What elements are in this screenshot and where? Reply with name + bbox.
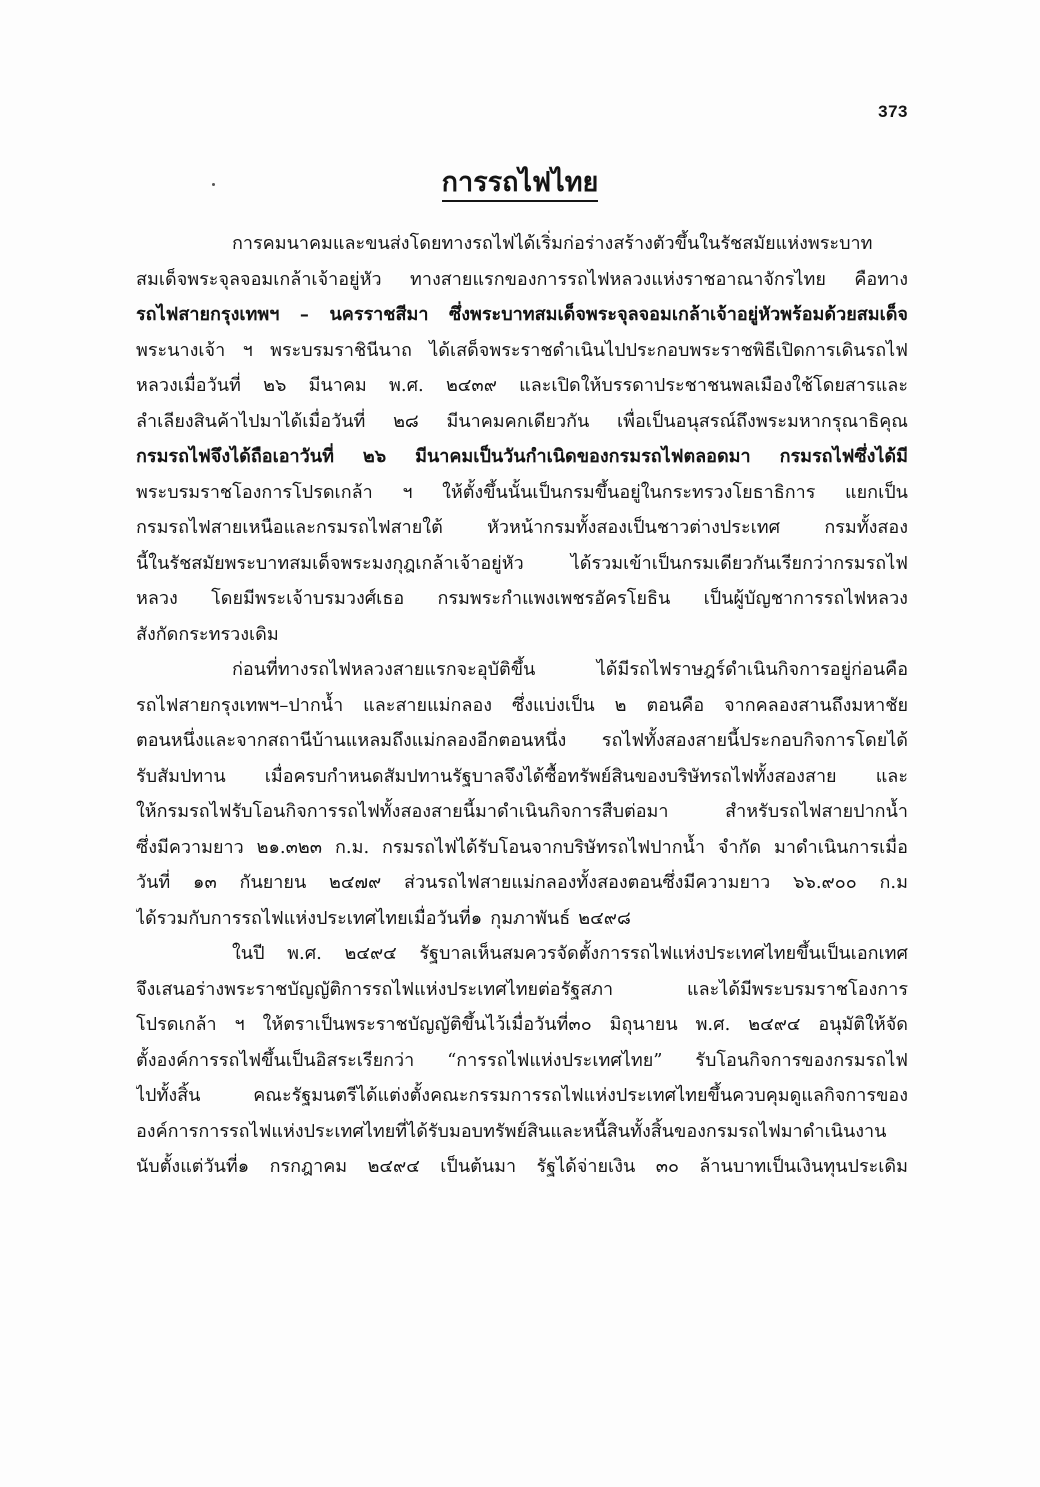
word: ได้มีรถไฟราษฎร์ดำเนินกิจการอยู่ก่อนคือ [596,659,908,680]
word: ตั้งองค์การรถไฟขึ้นเป็นอิสระเรียกว่า [136,1049,415,1071]
word: ทางสายแรกของการรถไฟหลวงแห่งราชอาณาจักรไทย [410,268,826,290]
word: และสายแม่กลอง [363,694,493,716]
word: ๒๔๙๘ [578,907,631,929]
word: ๒๔๙๔ [367,1156,420,1177]
word: ๒ [614,694,627,716]
word: และ [875,765,908,787]
word: รถไฟทั้งสองสายนี้ประกอบกิจการโดยได้ [601,730,908,751]
text-line [136,226,908,262]
word: กุมภาพันธ์ [490,907,571,929]
word: พระบรมราชโองการโปรดเกล้า [136,481,373,503]
text-line [136,688,908,724]
word: กรกฎาคม [269,1156,348,1177]
text-line [136,794,908,830]
text-line [136,546,908,582]
word: รัฐบาลเห็นสมควรจัดตั้งการรถไฟแห่งประเทศไทยขึ้นเป็นเอกเทศ [419,943,908,964]
word: จึงเสนอร่างพระราชบัญญัติการรถไฟแห่งประเทศไทยต่อรัฐสภา [136,978,614,1000]
text-line [136,297,908,333]
word: ๑๓ [193,872,217,893]
word: ไปทั้งสิ้น [136,1085,201,1106]
word: สังกัดกระทรวงเดิม [136,623,279,645]
text-line [136,581,908,617]
text-line [136,1078,908,1114]
body-text [136,226,908,1185]
word: กรมรถไฟสายเหนือและกรมรถไฟสายใต้ [136,517,443,538]
word: ฯ [234,1014,245,1035]
word: เมื่อครบกำหนดสัมปทานรัฐบาลจึงได้ซื้อทรัพย์สินของบริษัทรถไฟทั้งสองสาย [264,765,837,787]
word: ก่อนที่ทางรถไฟหลวงสายแรกจะอุบัติขึ้น [232,659,536,680]
word: ให้ตั้งขึ้นนั้นเป็นกรมขึ้นอยู่ในกระทรวงโยธาธิการ [442,481,816,503]
text-line [136,865,908,901]
word: ให้ตราเป็นพระราชบัญญัติขึ้นไว้เมื่อวันที่๓๐ [262,1014,592,1035]
word: ฯ [402,481,413,503]
text-line [136,972,908,1008]
word: แยกเป็น [845,481,908,503]
word: ๒๖ [362,446,387,467]
word: รถไฟสายกรุงเทพฯ [136,304,280,325]
word: ให้กรมรถไฟรับโอนกิจการรถไฟทั้งสองสายนี้มาดำเนินกิจการสืบต่อมา [136,801,669,822]
word: ๒๔๓๙ [445,375,497,396]
word: จากคลองสานถึงมหาชัย [724,694,908,716]
word: กันยายน [239,872,307,893]
text-line [136,333,908,369]
word: นี้ในรัชสมัยพระบาทสมเด็จพระมงกุฎเกล้าเจ้าอยู่หัว [136,552,524,574]
word: ลำเลียงสินค้าไปมาได้เมื่อวันที่ [136,410,366,432]
word: พ.ศ. [389,375,424,396]
word: จำกัด [717,836,762,858]
text-line [136,1149,908,1185]
word: โดยมีพระเจ้าบรมวงศ์เธอ [211,588,405,609]
word: สมเด็จพระจุลจอมเกล้าเจ้าอยู่หัว [136,268,382,290]
word: “การรถไฟแห่งประเทศไทย” [447,1049,663,1071]
word: ๒๘ [393,410,419,432]
word: วันที่ [136,872,171,893]
word: พ.ศ. [695,1014,731,1035]
word: การคมนาคมและขนส่งโดยทางรถไฟได้เริ่มก่อร่างสร้างตัวขึ้นในรัชสมัยแห่งพระบาท [232,233,873,254]
word: มีนาคมเป็นวันกำเนิดของกรมรถไฟตลอดมา [415,446,751,467]
word: รับสัมปทาน [136,765,226,787]
word: เป็นผู้บัญชาการรถไฟหลวง [703,588,908,609]
word: พระนางเจ้า [136,339,226,361]
text-line [136,1043,908,1079]
word: ๒๔๗๙ [329,872,382,893]
word: เพื่อเป็นอนุสรณ์ถึงพระมหากรุณาธิคุณ [616,410,908,432]
text-line [136,404,908,440]
word: – [299,304,309,325]
text-line [136,652,908,688]
text-line [136,936,908,972]
word: องค์การการรถไฟแห่งประเทศไทยที่ได้รับมอบทรัพย์สินและหนี้สินทั้งสิ้นของกรมรถไฟมาดำเนินงาน [136,1120,887,1142]
word: อนุมัติให้จัด [818,1014,908,1035]
word: ๓๐ [655,1156,679,1177]
word: ตอนหนึ่งและจากสถานีบ้านแหลมถึงแม่กลองอีกตอนหนึ่ง [136,730,567,751]
page-title-text: การรถไฟไทย [442,167,599,202]
word: ก.ม [879,872,908,893]
word: ซึ่งพระบาทสมเด็จพระจุลจอมเกล้าเจ้าอยู่หัวพร้อมด้วยสมเด็จ [449,304,908,325]
word: กรมรถไฟได้รับโอนจากบริษัทรถไฟปากน้ำ [382,836,706,858]
word: สำหรับรถไฟสายปากน้ำ [725,801,908,822]
word: มีนาคม [308,375,367,396]
word: เป็นต้นมา [440,1156,517,1177]
page-number: 373 [878,102,908,121]
word: ล้านบาทเป็นเงินทุนประเดิม [699,1156,908,1177]
word: ในปี [232,943,265,964]
word: และเปิดให้บรรดาประชาชนพลเมืองใช้โดยสารและ [519,375,908,396]
word: พระบรมราชินีนาถ [270,339,412,361]
word: โปรดเกล้า [136,1014,217,1035]
word: ๒๑.๓๒๓ [256,836,323,858]
word: นับตั้งแต่วันที่๑ [136,1156,250,1177]
word: หลวงเมื่อวันที่ [136,375,241,396]
page-title [0,160,1040,203]
text-line [136,759,908,795]
word: ส่วนรถไฟสายแม่กลองทั้งสองตอนซึ่งมีความยาว [404,872,771,893]
word: ก.ม. [334,836,370,858]
text-line [136,439,908,475]
word: หัวหน้ากรมทั้งสองเป็นชาวต่างประเทศ [487,517,781,538]
text-line [136,475,908,511]
word: กรมพระกำแพงเพชรอัครโยธิน [437,588,671,609]
word: ได้รวมเข้าเป็นกรมเดียวกันเรียกว่ากรมรถไฟ [570,552,908,574]
text-line [136,1007,908,1043]
word: ๒๔๙๔ [344,943,397,964]
word: กรมทั้งสอง [824,517,908,538]
word: คือทาง [854,268,908,290]
text-line [136,723,908,759]
text-line [136,830,908,866]
word: รถไฟสายกรุงเทพฯ–ปากน้ำ [136,694,344,716]
word: ตอนคือ [646,694,705,716]
word: หลวง [136,588,178,609]
word: ๒๔๙๔ [748,1014,801,1035]
word: ซึ่งมีความยาว [136,836,244,858]
word: มาดำเนินการเมื่อ [773,836,908,858]
word: กรมรถไฟจึงได้ถือเอาวันที่ [136,446,334,467]
word: และได้มีพระบรมราชโองการ [686,978,908,1000]
word: ๒๖ [263,375,287,396]
text-line [136,617,908,653]
text-line [136,368,908,404]
word: รัฐได้จ่ายเงิน [536,1156,636,1177]
text-line [136,901,908,937]
word: กรมรถไฟซึ่งได้มี [779,446,908,467]
word: มิถุนายน [609,1014,678,1035]
word: ๖๖.๙๐๐ [792,872,857,893]
word: ได้รวมกับการรถไฟแห่งประเทศไทยเมื่อวันที่๑ [136,907,483,929]
word: นครราชสีมา [329,304,429,325]
text-line [136,262,908,298]
text-line [136,510,908,546]
word: คณะรัฐมนตรีได้แต่งตั้งคณะกรรมการรถไฟแห่งประเทศไทยขึ้นควบคุมดูแลกิจการของ [253,1085,908,1106]
word: ฯ [242,339,253,361]
text-line [136,1114,908,1150]
word: พ.ศ. [287,943,322,964]
word: รับโอนกิจการของกรมรถไฟ [695,1049,908,1071]
word: ได้เสด็จพระราชดำเนินไปประกอบพระราชพิธีเปิดการเดินรถไฟ [429,339,908,361]
word: มีนาคมคกเดียวกัน [446,410,590,432]
word: ซึ่งแบ่งเป็น [512,694,595,716]
